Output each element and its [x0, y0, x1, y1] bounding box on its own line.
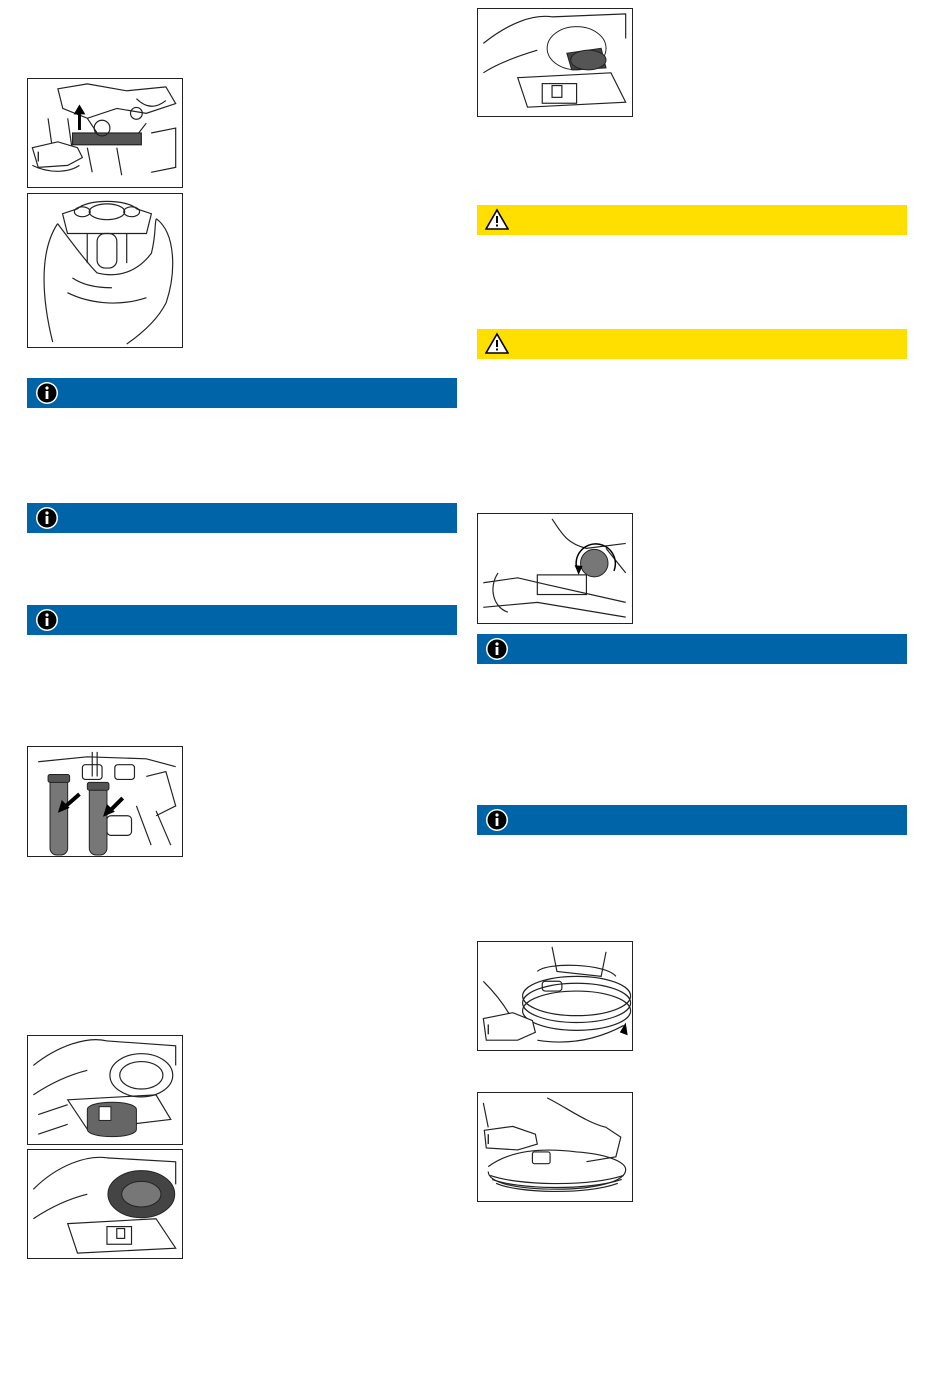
figure-foot-pedal-lift — [27, 78, 183, 188]
warning-triangle-icon — [485, 208, 509, 232]
rotate-brush-lock-illustration — [478, 514, 632, 623]
info-icon — [35, 608, 59, 632]
warning-triangle-icon — [485, 332, 509, 356]
foot-on-deck-pedal-illustration — [478, 1093, 632, 1201]
figure-foot-on-deck-pedal — [477, 1092, 633, 1202]
info-icon — [35, 506, 59, 530]
brush-head-assembled-illustration — [28, 1150, 182, 1258]
info-notice-3 — [27, 605, 457, 635]
warning-notice-1 — [477, 205, 907, 235]
foot-rotate-deck-illustration — [478, 942, 632, 1050]
figure-foot-rotate-deck — [477, 941, 633, 1051]
hand-holding-part-illustration — [28, 194, 182, 347]
brush-head-tank-illustration — [28, 1036, 182, 1144]
warning-notice-2 — [477, 329, 907, 359]
figure-hoses — [27, 746, 183, 857]
figure-brush-head-assembled — [27, 1149, 183, 1259]
info-notice-2 — [27, 503, 457, 533]
info-notice-5 — [477, 805, 907, 835]
info-notice-4 — [477, 634, 907, 664]
info-notice-1 — [27, 378, 457, 408]
figure-brush-head-tank — [27, 1035, 183, 1145]
hoses-illustration — [28, 747, 182, 856]
figure-brush-head-open — [477, 8, 633, 117]
figure-rotate-brush-lock — [477, 513, 633, 624]
brush-head-open-illustration — [478, 9, 632, 116]
info-icon — [485, 808, 509, 832]
figure-hand-holding-part — [27, 193, 183, 348]
info-icon — [35, 381, 59, 405]
info-icon — [485, 637, 509, 661]
foot-pedal-lift-illustration — [28, 79, 182, 187]
